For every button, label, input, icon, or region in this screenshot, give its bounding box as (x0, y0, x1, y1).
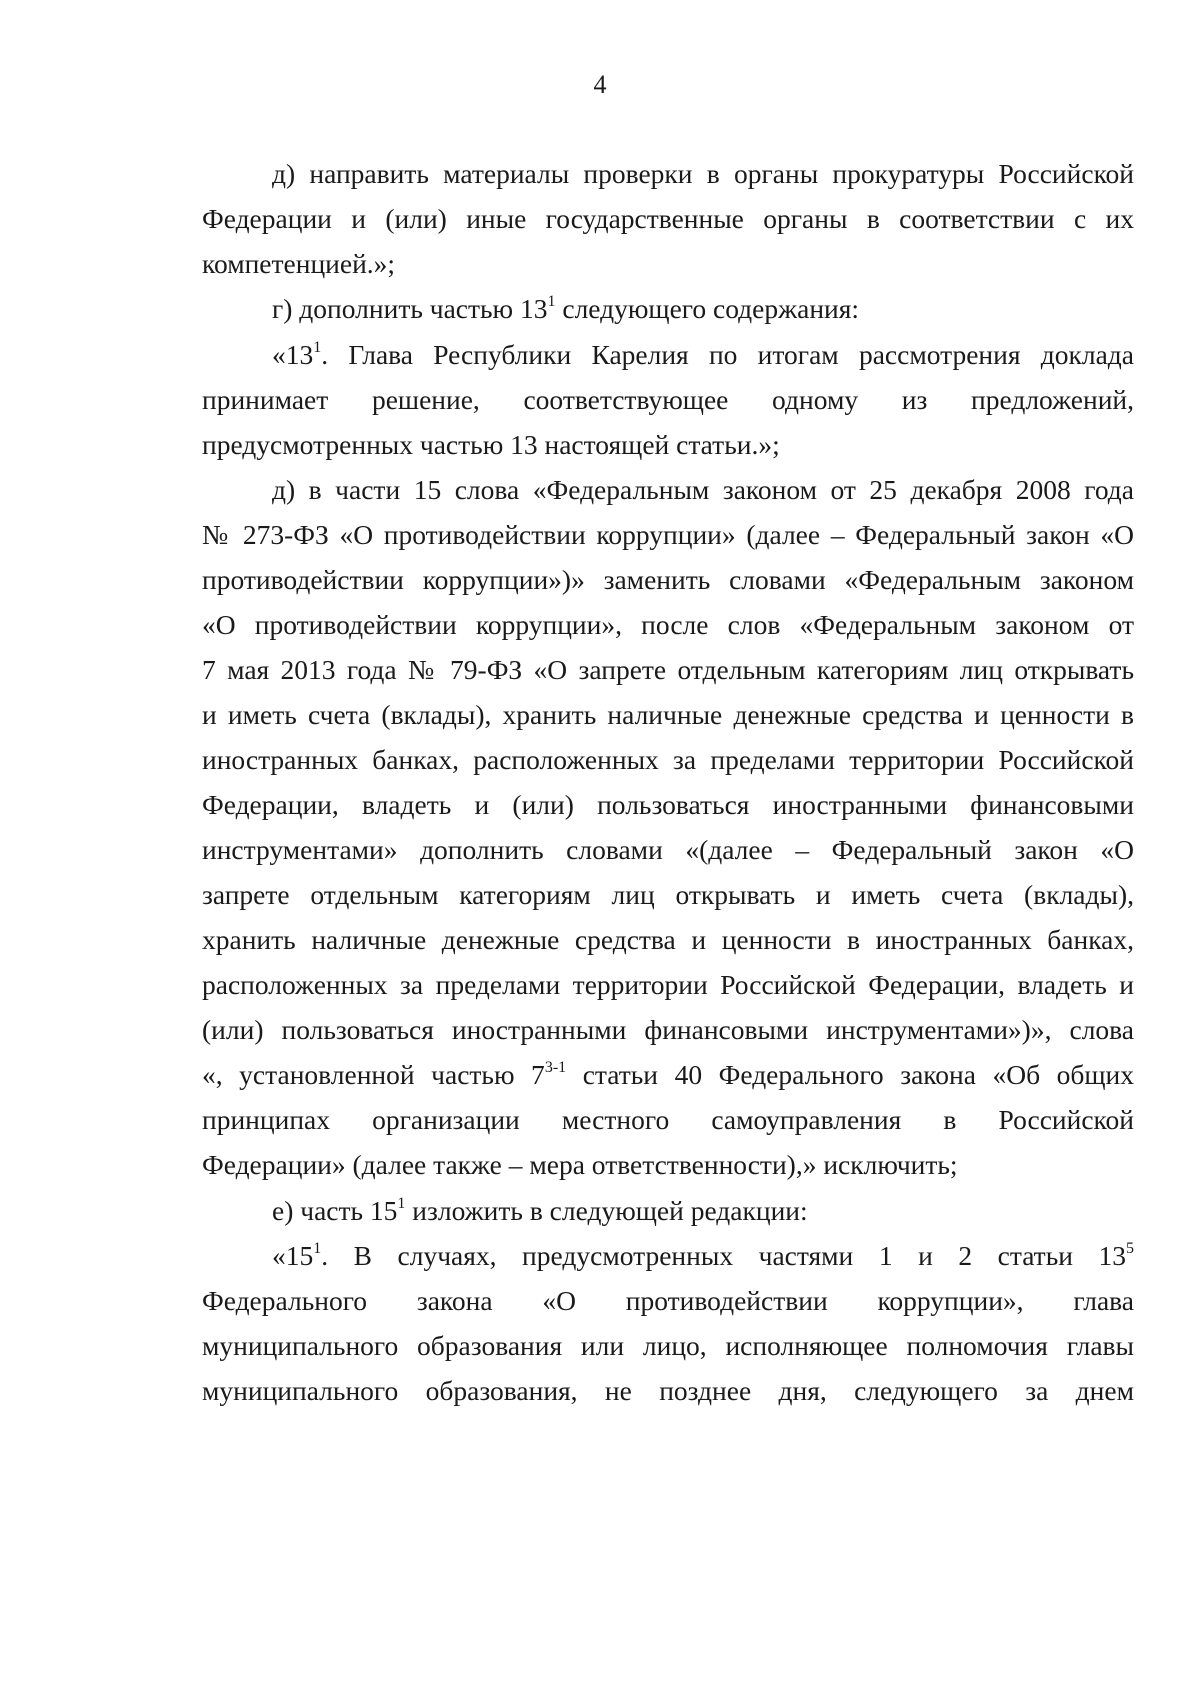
text-line: Федерации» (далее также – мера ответственности),» исключить; (202, 1149, 958, 1180)
superscript: 1 (397, 1194, 406, 1212)
superscript: 3-1 (544, 1058, 567, 1076)
text-line: муниципального образования, не позднее дня, следующего за днем (202, 1375, 1134, 1406)
superscript: 1 (547, 292, 556, 310)
text-line: д) направить материалы проверки в органы прокуратуры Российской (272, 158, 1134, 189)
text-line: и иметь счета (вклады), хранить наличные денежные средства и ценности в (202, 699, 1134, 730)
text-line: компетенцией.»; (202, 248, 396, 279)
text-line: муниципального образования или лицо, исполняющее полномочия главы (202, 1330, 1134, 1361)
text-line: инструментами» дополнить словами «(далее – Федеральный закон «О (202, 834, 1134, 865)
text-line: г) дополнить частью $13^1$ следующего содержания: (272, 292, 860, 324)
text-line: иностранных банках, расположенных за пределами территории Российской (202, 744, 1134, 775)
text-line: принимает решение, соответствующее одному из предложений, (202, 384, 1134, 415)
superscript: 1 (313, 1239, 322, 1257)
text-line: Федерального закона «О противодействии коррупции», глава (202, 1285, 1134, 1316)
text-line: хранить наличные денежные средства и ценности в иностранных банках, (202, 924, 1134, 955)
text-line: «О противодействии коррупции», после слов «Федеральным законом от (202, 609, 1134, 640)
text-line: Федерации, владеть и (или) пользоваться иностранными финансовыми (202, 789, 1134, 820)
text-line: запрете отдельным категориям лиц открывать и иметь счета (вклады), (202, 879, 1134, 910)
superscript: 5 (1126, 1239, 1134, 1257)
text-line: е) часть $15^1$ изложить в следующей редакции: (272, 1194, 808, 1226)
text-line: д) в части 15 слова «Федеральным законом от 25 декабря 2008 года (272, 474, 1134, 505)
text-line: № 273-ФЗ «О противодействии коррупции» (далее – Федеральный закон «О (202, 519, 1134, 550)
text-line: предусмотренных частью 13 настоящей статьи.»; (202, 429, 780, 460)
text-line: «, установленной частью 7$^{3-1}$ статьи 40 Федерального закона «Об общих (202, 1058, 1135, 1090)
text-line: расположенных за пределами территории Российской Федерации, владеть и (202, 969, 1134, 1000)
text-line: «$15^1$. В случаях, предусмотренных частями 1 и 2 статьи $13^5$ (272, 1239, 1134, 1271)
page-number: 4 (593, 70, 607, 99)
superscript: 1 (313, 338, 322, 356)
text-line: 7 мая 2013 года № 79-ФЗ «О запрете отдельным категориям лиц открывать (202, 654, 1134, 685)
text-line: Федерации и (или) иные государственные органы в соответствии с их (202, 203, 1134, 234)
text-line: принципах организации местного самоуправления в Российской (202, 1104, 1134, 1135)
text-line: противодействии коррупции»)» заменить словами «Федеральным законом (202, 564, 1134, 595)
text-line: «$13^1$. Глава Республики Карелия по итогам рассмотрения доклада (272, 338, 1134, 370)
text-line: (или) пользоваться иностранными финансовыми инструментами»)», слова (202, 1014, 1134, 1045)
